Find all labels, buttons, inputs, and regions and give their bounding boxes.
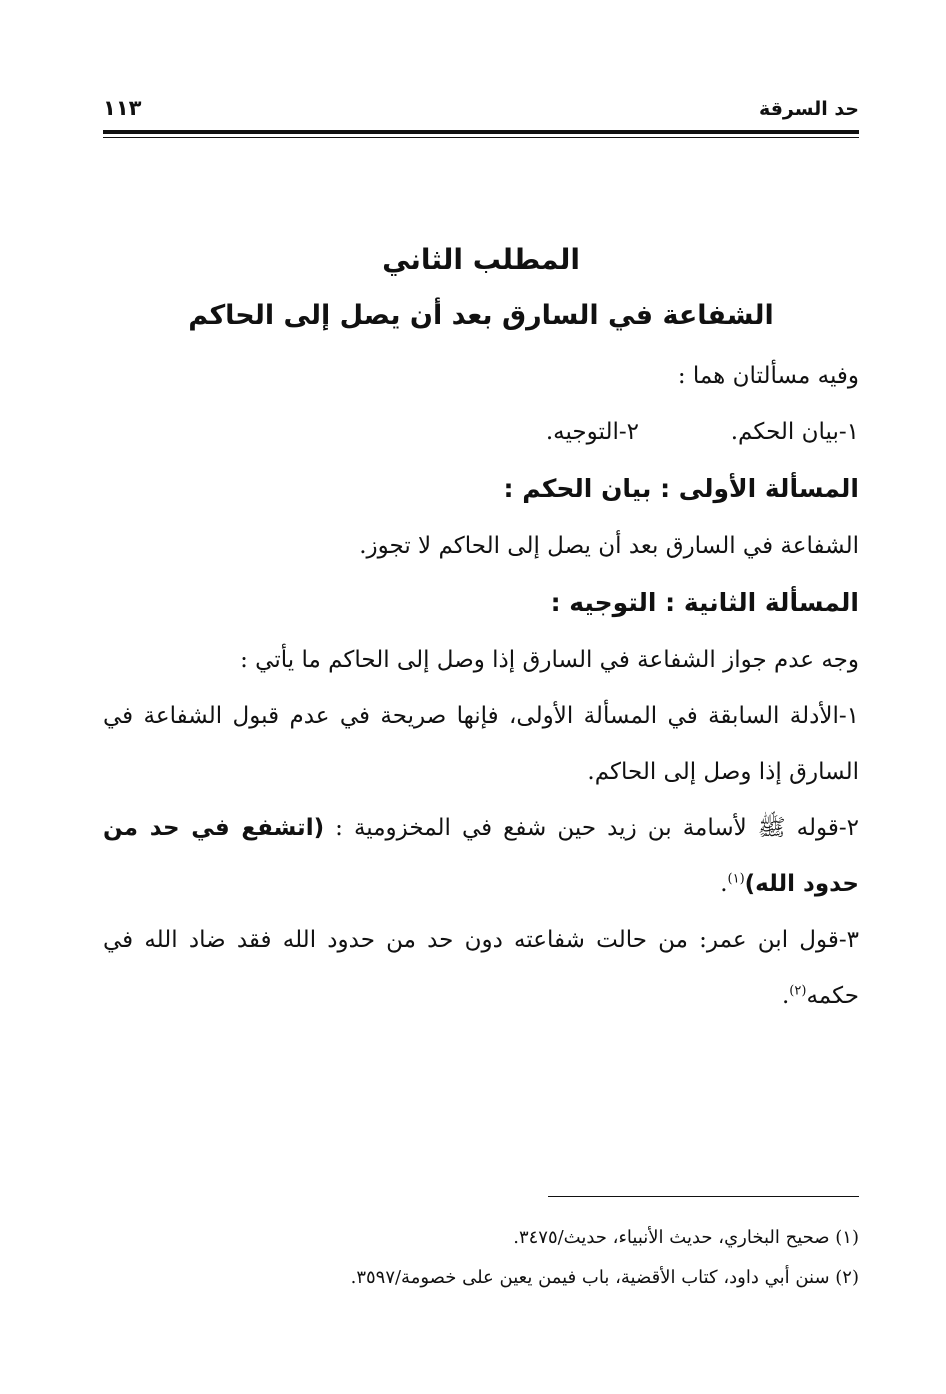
footnote-ref-2: (٢) xyxy=(789,983,807,999)
issue-one-text: الشفاعة في السارق بعد أن يصل إلى الحاكم لا تجوز. xyxy=(359,533,859,559)
intro-item-1: ١-بيان الحكم. xyxy=(730,419,859,445)
issue-two-point-3 xyxy=(103,912,859,1024)
running-header xyxy=(103,96,859,126)
main-content xyxy=(103,232,859,1024)
intro-item-2: ٢-التوجيه. xyxy=(545,419,639,445)
section-heading: المطلب الثاني xyxy=(382,243,580,276)
issue-two-intro: وجه عدم جواز الشفاعة في السارق إذا وصل إلى الحاكم ما يأتي : xyxy=(240,647,859,673)
footnote-ref-1: (١) xyxy=(727,871,745,887)
footnote-2: (٢) سنن أبي داود، كتاب الأقضية، باب فيمن يعين على خصومة/٣٥٩٧. xyxy=(350,1267,859,1288)
issue-two-point-1: ١-الأدلة السابقة في المسألة الأولى، فإنها صريحة في عدم قبول الشفاعة في السارق إذا وصل إلى الحاكم. xyxy=(103,703,859,785)
footnotes xyxy=(103,1218,859,1298)
issue-one-title: المسألة الأولى : بيان الحكم : xyxy=(503,474,859,503)
point-3-text: ٣-قول ابن عمر: من حالت شفاعته دون حد من حدود الله فقد ضاد الله في حكمه xyxy=(103,927,859,1009)
header-rule-thin xyxy=(103,137,859,138)
issue-two-point-2 xyxy=(103,800,859,912)
point-3-end: . xyxy=(781,983,790,1009)
running-title: حد السرقة xyxy=(758,98,859,120)
intro-text: وفيه مسألتان هما : xyxy=(677,363,859,389)
footnote-separator xyxy=(548,1196,859,1197)
intro-list xyxy=(103,404,859,460)
header-rule-thick xyxy=(103,130,859,134)
section-subtitle: الشفاعة في السارق بعد أن يصل إلى الحاكم xyxy=(188,300,774,331)
footnote-1: (١) صحيح البخاري، حديث الأنبياء، حديث/٣٤٧٥. xyxy=(513,1227,859,1248)
point-2-text: ٢-قوله ﷺ لأسامة بن زيد حين شفع في المخزومية : xyxy=(324,815,859,841)
point-2-end: . xyxy=(720,871,728,897)
hadith-quote: (اتشفع في حد من حدود الله) xyxy=(103,815,859,897)
page-number: ١١٣ xyxy=(103,96,142,120)
issue-two-title: المسألة الثانية : التوجيه : xyxy=(550,588,859,617)
